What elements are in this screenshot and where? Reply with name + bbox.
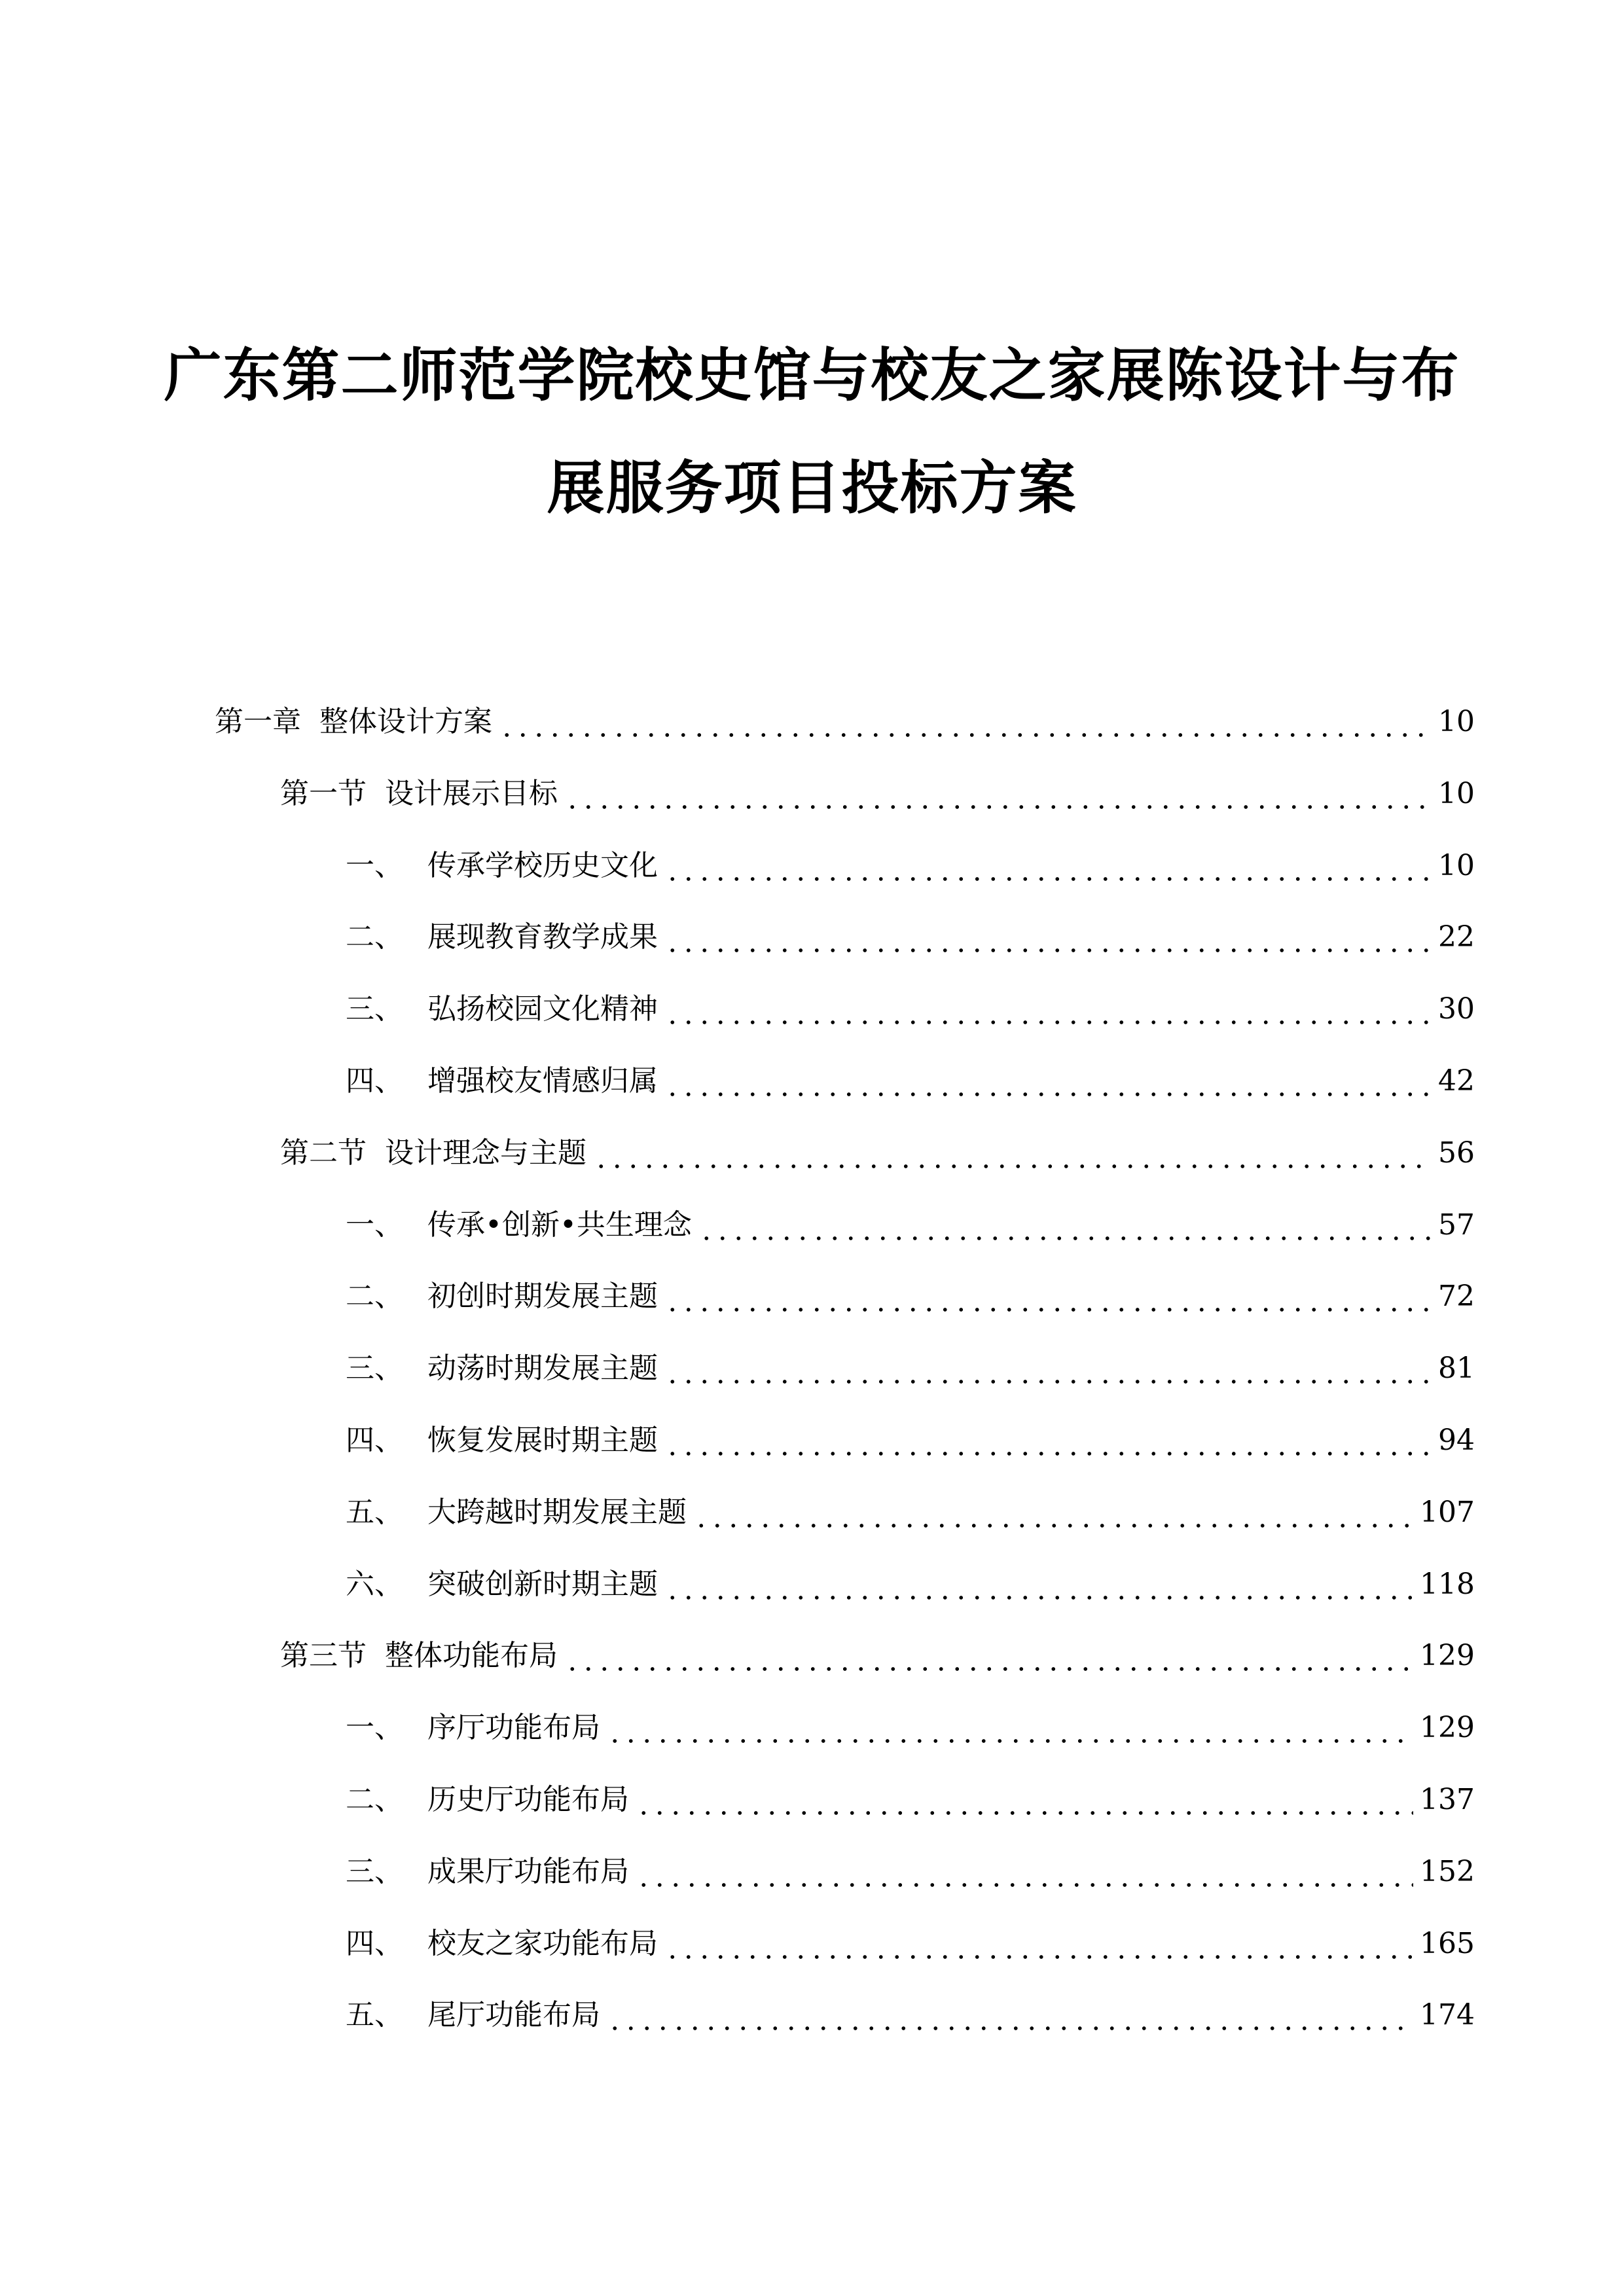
toc-entry[interactable] (346, 1926, 1475, 1962)
toc-entry-label: 传承学校历史文化 (427, 848, 658, 882)
toc-entry-label: 动荡时期发展主题 (427, 1352, 658, 1386)
toc-entry[interactable] (346, 1566, 1475, 1603)
toc-entry-page: 30 (1438, 992, 1475, 1026)
toc-entry[interactable] (346, 1422, 1475, 1459)
toc-entry-page: 129 (1420, 1711, 1475, 1745)
toc-entry-label: 校友之家功能布局 (427, 1926, 658, 1960)
toc-entry-label: 序厅功能布局 (427, 1711, 600, 1745)
toc-entry[interactable] (346, 1782, 1475, 1818)
toc-entry[interactable] (346, 1207, 1475, 1244)
document-title-line-1: 广东第二师范学院校史馆与校友之家展陈设计与布 (164, 342, 1460, 409)
toc-dot-leader (698, 1207, 1432, 1244)
toc-entry-page: 107 (1420, 1495, 1475, 1529)
toc-entry-page: 10 (1438, 705, 1475, 738)
toc-entry[interactable] (346, 1854, 1475, 1890)
toc-dot-leader (636, 1854, 1413, 1890)
toc-entry-page: 94 (1438, 1424, 1475, 1457)
toc-entry-marker: 二、 (346, 1280, 403, 1314)
toc-entry[interactable] (346, 991, 1475, 1028)
toc-entry-marker: 二、 (346, 920, 403, 954)
toc-entry[interactable] (346, 1063, 1475, 1100)
toc-entry-label: 历史厅功能布局 (427, 1783, 629, 1816)
toc-entry-marker: 三、 (346, 1854, 403, 1888)
toc-entry-page: 22 (1438, 920, 1475, 954)
toc-entry-marker: 五、 (346, 1495, 403, 1529)
toc-entry-page: 129 (1420, 1639, 1475, 1673)
toc-dot-leader (664, 1566, 1413, 1603)
toc-entry-page: 81 (1438, 1352, 1475, 1386)
toc-entry-label: 第一章 整体设计方案 (215, 705, 492, 738)
toc-entry-page: 10 (1438, 848, 1475, 882)
toc-dot-leader (607, 1997, 1413, 2034)
toc-dot-leader (664, 919, 1432, 956)
toc-entry-page: 42 (1438, 1064, 1475, 1098)
toc-entry-marker: 四、 (346, 1064, 403, 1098)
toc-entry[interactable] (346, 1997, 1475, 2034)
toc-entry[interactable] (346, 1494, 1475, 1531)
toc-entry-label: 初创时期发展主题 (427, 1280, 658, 1314)
toc-dot-leader (693, 1494, 1413, 1531)
toc-dot-leader (664, 848, 1432, 884)
toc-entry-label: 增强校友情感归属 (427, 1064, 658, 1098)
toc-dot-leader (664, 1350, 1432, 1387)
toc-entry-page: 152 (1420, 1854, 1475, 1888)
toc-entry-marker: 六、 (346, 1567, 403, 1601)
toc-dot-leader (664, 1422, 1432, 1459)
toc-entry-marker: 一、 (346, 848, 403, 882)
toc-entry-marker: 三、 (346, 1352, 403, 1386)
toc-dot-leader (499, 704, 1432, 740)
toc-dot-leader (564, 1638, 1413, 1674)
toc-entry[interactable] (346, 1278, 1475, 1315)
toc-entry-page: 137 (1420, 1783, 1475, 1816)
toc-dot-leader (564, 776, 1432, 812)
toc-entry[interactable] (280, 1638, 1475, 1674)
toc-entry-label: 传承•创新•共生理念 (427, 1208, 692, 1242)
toc-dot-leader (664, 1926, 1413, 1962)
toc-entry-marker: 三、 (346, 992, 403, 1026)
toc-entry[interactable] (346, 919, 1475, 956)
toc-dot-leader (607, 1710, 1413, 1746)
toc-entry-label: 恢复发展时期主题 (427, 1424, 658, 1457)
toc-entry[interactable] (280, 1135, 1475, 1172)
toc-entry-page: 165 (1420, 1926, 1475, 1960)
toc-entry-marker: 一、 (346, 1711, 403, 1745)
toc-entry-page: 174 (1420, 1998, 1475, 2032)
toc-entry-page: 57 (1438, 1208, 1475, 1242)
toc-entry-label: 突破创新时期主题 (427, 1567, 658, 1601)
toc-entry-page: 118 (1420, 1567, 1475, 1601)
toc-entry-label: 第一节 设计展示目标 (280, 776, 558, 810)
toc-dot-leader (636, 1782, 1413, 1818)
document-title-line-2: 展服务项目投标方案 (547, 454, 1077, 522)
toc-entry-label: 成果厅功能布局 (427, 1854, 629, 1888)
toc-entry-page: 72 (1438, 1280, 1475, 1314)
toc-entry[interactable] (215, 704, 1475, 740)
toc-entry[interactable] (346, 1710, 1475, 1746)
toc-entry[interactable] (280, 776, 1475, 812)
toc-dot-leader (664, 1278, 1432, 1315)
toc-entry-marker: 四、 (346, 1424, 403, 1457)
toc-entry[interactable] (346, 1350, 1475, 1387)
toc-dot-leader (664, 991, 1432, 1028)
toc-entry-label: 大跨越时期发展主题 (427, 1495, 687, 1529)
toc-entry-label: 弘扬校园文化精神 (427, 992, 658, 1026)
toc-dot-leader (593, 1135, 1432, 1172)
toc-entry-marker: 五、 (346, 1998, 403, 2032)
toc-dot-leader (664, 1063, 1432, 1100)
toc-entry-label: 第二节 设计理念与主题 (280, 1136, 586, 1170)
toc-entry-marker: 四、 (346, 1926, 403, 1960)
toc-entry-page: 10 (1438, 776, 1475, 810)
toc-entry-page: 56 (1438, 1136, 1475, 1170)
toc-entry-marker: 二、 (346, 1783, 403, 1816)
toc-entry-label: 第三节 整体功能布局 (280, 1639, 558, 1673)
toc-entry[interactable] (346, 848, 1475, 884)
toc-entry-label: 展现教育教学成果 (427, 920, 658, 954)
toc-entry-marker: 一、 (346, 1208, 403, 1242)
toc-entry-label: 尾厅功能布局 (427, 1998, 600, 2032)
